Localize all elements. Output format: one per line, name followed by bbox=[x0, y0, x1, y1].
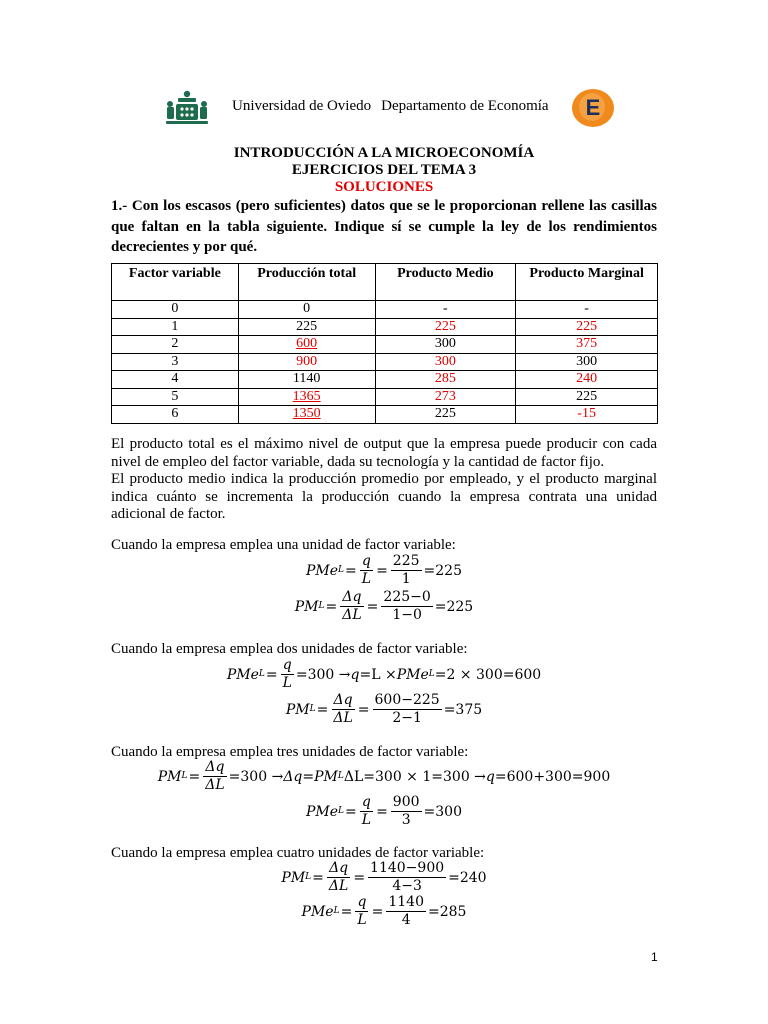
econ-logo-letter: E bbox=[585, 95, 601, 120]
produccion-total-cell: 0 bbox=[238, 301, 375, 319]
table-row bbox=[112, 406, 658, 424]
equation-average-product-1: PMe L = $\frac{q}{L}$ = $\frac{225}{1}$ =225 bbox=[306, 553, 462, 587]
producto-marginal-cell: - bbox=[516, 301, 658, 319]
equation-average-product-4: PMe L = $\frac{q}{L}$ = $\frac{1140}{4}$ =285 bbox=[301, 894, 467, 928]
question-text: 1.- Con los escasos (pero suficientes) datos que se le proporcionan rellene las casillas que faltan en la tabla siguiente. Indique sí se cumple la ley de los rendimientos decrecientes y por qué. bbox=[111, 198, 657, 255]
table-row bbox=[112, 336, 658, 354]
paragraph-total-product: El producto total es el máximo nivel de output que la empresa puede producir con cada nivel de empleo del factor variable, dada su tecnología y la cantidad de factor fijo. bbox=[111, 436, 657, 470]
producto-medio-cell: 300 bbox=[375, 353, 516, 371]
main-title: INTRODUCCIÓN A LA MICROECONOMÍA bbox=[233, 145, 535, 161]
sub-title: EJERCICIOS DEL TEMA 3 bbox=[291, 162, 477, 178]
producto-medio-cell: 225 bbox=[375, 406, 516, 424]
producto-medio-cell: 225 bbox=[375, 318, 516, 336]
produccion-total-cell: 1365 bbox=[238, 388, 375, 406]
produccion-total-cell: 600 bbox=[238, 336, 375, 354]
producto-marginal-cell: 225 bbox=[516, 318, 658, 336]
table-row bbox=[112, 318, 658, 336]
producto-medio-cell: - bbox=[375, 301, 516, 319]
paragraph-average-marginal: El producto medio indica la producción promedio por empleado, y el producto marginal indica cuánto se incrementa la producción cuando la empresa contrata una unidad adicional de factor. bbox=[111, 471, 657, 522]
producto-marginal-cell: -15 bbox=[516, 406, 658, 424]
producto-medio-cell: 273 bbox=[375, 388, 516, 406]
header-producto-marginal: Producto Marginal bbox=[516, 264, 658, 301]
case-two-text: Cuando la empresa emplea dos unidades de factor variable: bbox=[111, 641, 468, 657]
equation-marginal-product-1: PM L = $\frac{\Delta q}{\Delta L}$ = $\frac{225-0}{1-0}$ =225 bbox=[294, 589, 474, 623]
factor-variable-cell: 0 bbox=[112, 301, 239, 319]
factor-variable-cell: 6 bbox=[112, 406, 239, 424]
case-four-text: Cuando la empresa emplea cuatro unidades de factor variable: bbox=[111, 845, 485, 861]
department-name: Departamento de Economía bbox=[381, 98, 549, 114]
factor-variable-cell: 1 bbox=[112, 318, 239, 336]
equation-average-product-2: PMe L = $\frac{q}{L}$ =300 → q =L × PMe L =2 × 300=600 bbox=[226, 657, 542, 691]
table-row bbox=[112, 301, 658, 319]
factor-variable-cell: 5 bbox=[112, 388, 239, 406]
university-name: Universidad de Oviedo bbox=[232, 98, 372, 114]
producto-medio-cell: 285 bbox=[375, 371, 516, 389]
table-header-row bbox=[112, 264, 658, 301]
equation-average-product-3: PMe L = $\frac{q}{L}$ = $\frac{900}{3}$ =300 bbox=[306, 794, 462, 828]
producto-marginal-cell: 240 bbox=[516, 371, 658, 389]
economics-department-logo bbox=[570, 88, 616, 128]
producto-marginal-cell: 300 bbox=[516, 353, 658, 371]
table-row bbox=[112, 371, 658, 389]
produccion-total-cell: 1350 bbox=[238, 406, 375, 424]
factor-variable-cell: 3 bbox=[112, 353, 239, 371]
production-table bbox=[111, 263, 658, 424]
case-one-text: Cuando la empresa emplea una unidad de factor variable: bbox=[111, 537, 456, 553]
produccion-total-cell: 1140 bbox=[238, 371, 375, 389]
header-producto-medio: Producto Medio bbox=[375, 264, 516, 301]
factor-variable-cell: 2 bbox=[112, 336, 239, 354]
produccion-total-cell: 225 bbox=[238, 318, 375, 336]
header-produccion-total: Producción total bbox=[238, 264, 375, 301]
page-number: 1 bbox=[651, 950, 658, 964]
table-row bbox=[112, 353, 658, 371]
producto-medio-cell: 300 bbox=[375, 336, 516, 354]
solutions-title: SOLUCIONES bbox=[334, 179, 434, 195]
producto-marginal-cell: 375 bbox=[516, 336, 658, 354]
document-titles bbox=[0, 145, 768, 196]
header-factor-variable: Factor variable bbox=[112, 264, 239, 301]
header-text bbox=[232, 98, 549, 115]
equation-marginal-product-3: PM L = $\frac{\Delta q}{\Delta L}$ =300 → Δq = PM L ΔL=300 × 1=300 → q =600+300=900 bbox=[157, 759, 611, 793]
document-header bbox=[164, 88, 620, 128]
case-three-text: Cuando la empresa emplea tres unidades de factor variable: bbox=[111, 744, 469, 760]
university-logo bbox=[164, 88, 210, 126]
produccion-total-cell: 900 bbox=[238, 353, 375, 371]
table-row bbox=[112, 388, 658, 406]
equation-marginal-product-2: PM L = $\frac{\Delta q}{\Delta L}$ = $\frac{600-225}{2-1}$ =375 bbox=[285, 692, 483, 726]
factor-variable-cell: 4 bbox=[112, 371, 239, 389]
equation-marginal-product-4: PM L = $\frac{\Delta q}{\Delta L}$ = $\frac{1140-900}{4-3}$ =240 bbox=[281, 860, 487, 894]
producto-marginal-cell: 225 bbox=[516, 388, 658, 406]
